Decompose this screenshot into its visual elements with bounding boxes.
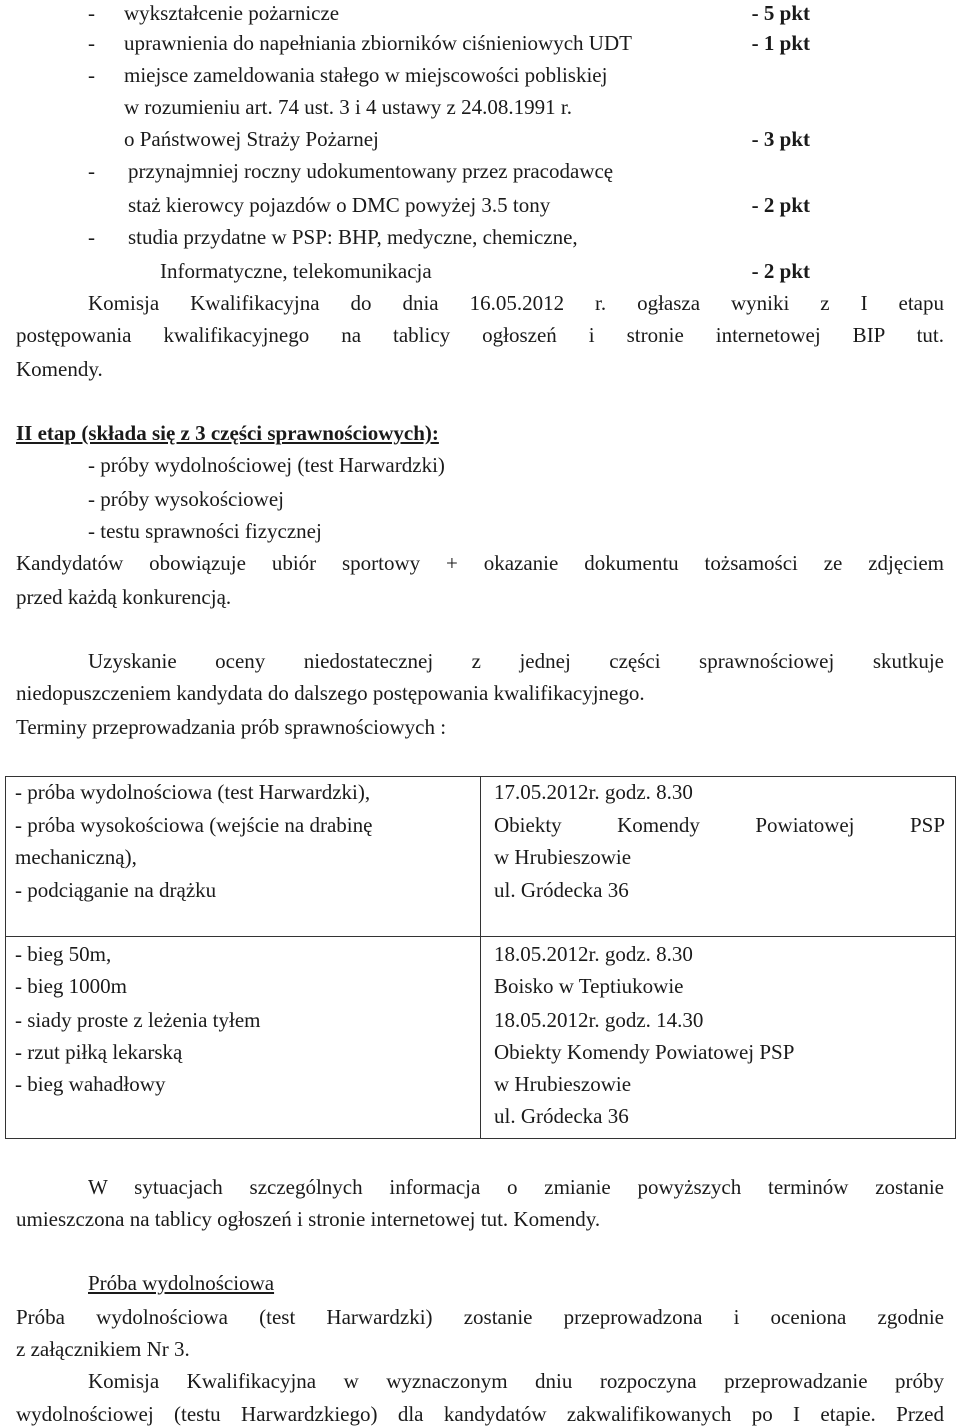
test-item: - próba wydolnościowa (test Harwardzki), xyxy=(15,780,371,804)
criteria-points: - 2 pkt xyxy=(751,259,810,283)
criteria-item-cont: staż kierowcy pojazdów o DMC powyżej 3.5 tony xyxy=(128,193,551,217)
criteria-item-cont: o Państwowej Straży Pożarnej xyxy=(124,127,379,151)
test-item: - bieg 50m, xyxy=(15,942,112,966)
test-item: - bieg 1000m xyxy=(15,974,127,998)
schedule-address: ul. Gródecka 36 xyxy=(494,1104,629,1128)
test-item: - bieg wahadłowy xyxy=(15,1072,166,1096)
paragraph-line: W sytuacjach szczególnych informacja o zmianie powyższych terminów zostanie xyxy=(88,1175,944,1199)
schedule-cell-place xyxy=(481,777,956,937)
criteria-item: przynajmniej roczny udokumentowany przez pracodawcę xyxy=(128,159,614,183)
criteria-points: - 5 pkt xyxy=(751,1,810,25)
paragraph-line: Próba wydolnościowa (test Harwardzki) zostanie przeprowadzona i oceniona zgodnie xyxy=(16,1305,944,1329)
paragraph-line: Uzyskanie oceny niedostatecznej z jednej części sprawnościowej skutkuje xyxy=(88,649,944,673)
test-item: - podciąganie na drążku xyxy=(15,878,217,902)
schedule-cell-place xyxy=(481,937,956,1139)
schedule-place: Obiekty Komendy Powiatowej PSP xyxy=(494,1040,795,1064)
paragraph-line: niedopuszczeniem kandydata do dalszego postępowania kwalifikacyjnego. xyxy=(16,681,645,705)
schedule-date: 18.05.2012r. godz. 14.30 xyxy=(494,1008,704,1032)
bullet-dash: - xyxy=(88,1,95,25)
etap2-item: - próby wydolnościowej (test Harwardzki) xyxy=(88,453,445,477)
paragraph-line: z załącznikiem Nr 3. xyxy=(16,1337,190,1361)
schedule-place: Obiekty Komendy Powiatowej PSP xyxy=(494,813,945,837)
paragraph-line: umieszczona na tablicy ogłoszeń i stronie internetowej tut. Komendy. xyxy=(16,1207,601,1231)
paragraph-line: wydolnościowej (testu Harwardzkiego) dla kandydatów zakwalifikowanych po I etapie. Przed xyxy=(16,1402,944,1426)
criteria-item: wykształcenie pożarnicze xyxy=(124,1,340,25)
paragraph-line: postępowania kwalifikacyjnego na tablicy ogłoszeń i stronie internetowej BIP tut. xyxy=(16,323,944,347)
schedule-date: 18.05.2012r. godz. 8.30 xyxy=(494,942,693,966)
criteria-item-cont: Informatyczne, telekomunikacja xyxy=(160,259,432,283)
criteria-item: studia przydatne w PSP: BHP, medyczne, chemiczne, xyxy=(128,225,578,249)
criteria-points: - 1 pkt xyxy=(751,31,810,55)
bullet-dash: - xyxy=(88,159,95,183)
paragraph-line: Komisja Kwalifikacyjna do dnia 16.05.2012 r. ogłasza wyniki z I etapu xyxy=(88,291,944,315)
criteria-points: - 3 pkt xyxy=(751,127,810,151)
etap2-item: - próby wysokościowej xyxy=(88,487,284,511)
test-item: - próba wysokościowa (wejście na drabinę xyxy=(15,813,373,837)
etap2-item: - testu sprawności fizycznej xyxy=(88,519,322,543)
paragraph-line: Terminy przeprowadzania prób sprawnościowych : xyxy=(16,715,447,739)
paragraph-line: Kandydatów obowiązuje ubiór sportowy + okazanie dokumentu tożsamości ze zdjęciem xyxy=(16,551,944,575)
schedule-place: Boisko w Teptiukowie xyxy=(494,974,684,998)
section-heading: Próba wydolnościowa xyxy=(88,1271,275,1295)
bullet-dash: - xyxy=(88,63,95,87)
paragraph-line: przed każdą konkurencją. xyxy=(16,585,232,609)
bullet-dash: - xyxy=(88,31,95,55)
test-item: - rzut piłką lekarską xyxy=(15,1040,183,1064)
paragraph-line: Komendy. xyxy=(16,357,103,381)
criteria-item-cont: w rozumieniu art. 74 ust. 3 i 4 ustawy z 24.08.1991 r. xyxy=(124,95,572,119)
schedule-address: ul. Gródecka 36 xyxy=(494,878,629,902)
test-item: - siady proste z leżenia tyłem xyxy=(15,1008,261,1032)
schedule-cell-tests xyxy=(6,937,481,1139)
criteria-item: miejsce zameldowania stałego w miejscowości pobliskiej xyxy=(124,63,608,87)
criteria-points: - 2 pkt xyxy=(751,193,810,217)
paragraph-line: Komisja Kwalifikacyjna w wyznaczonym dniu rozpoczyna przeprowadzanie próby xyxy=(88,1369,944,1393)
schedule-table xyxy=(5,776,956,1139)
schedule-date: 17.05.2012r. godz. 8.30 xyxy=(494,780,693,804)
test-item: mechaniczną), xyxy=(15,845,137,869)
schedule-place: w Hrubieszowie xyxy=(494,1072,632,1096)
criteria-item: uprawnienia do napełniania zbiorników ciśnieniowych UDT xyxy=(124,31,632,55)
bullet-dash: - xyxy=(88,225,95,249)
section-heading: II etap (składa się z 3 części sprawnościowych): xyxy=(16,421,439,445)
schedule-place: w Hrubieszowie xyxy=(494,845,632,869)
schedule-cell-tests xyxy=(6,777,481,937)
